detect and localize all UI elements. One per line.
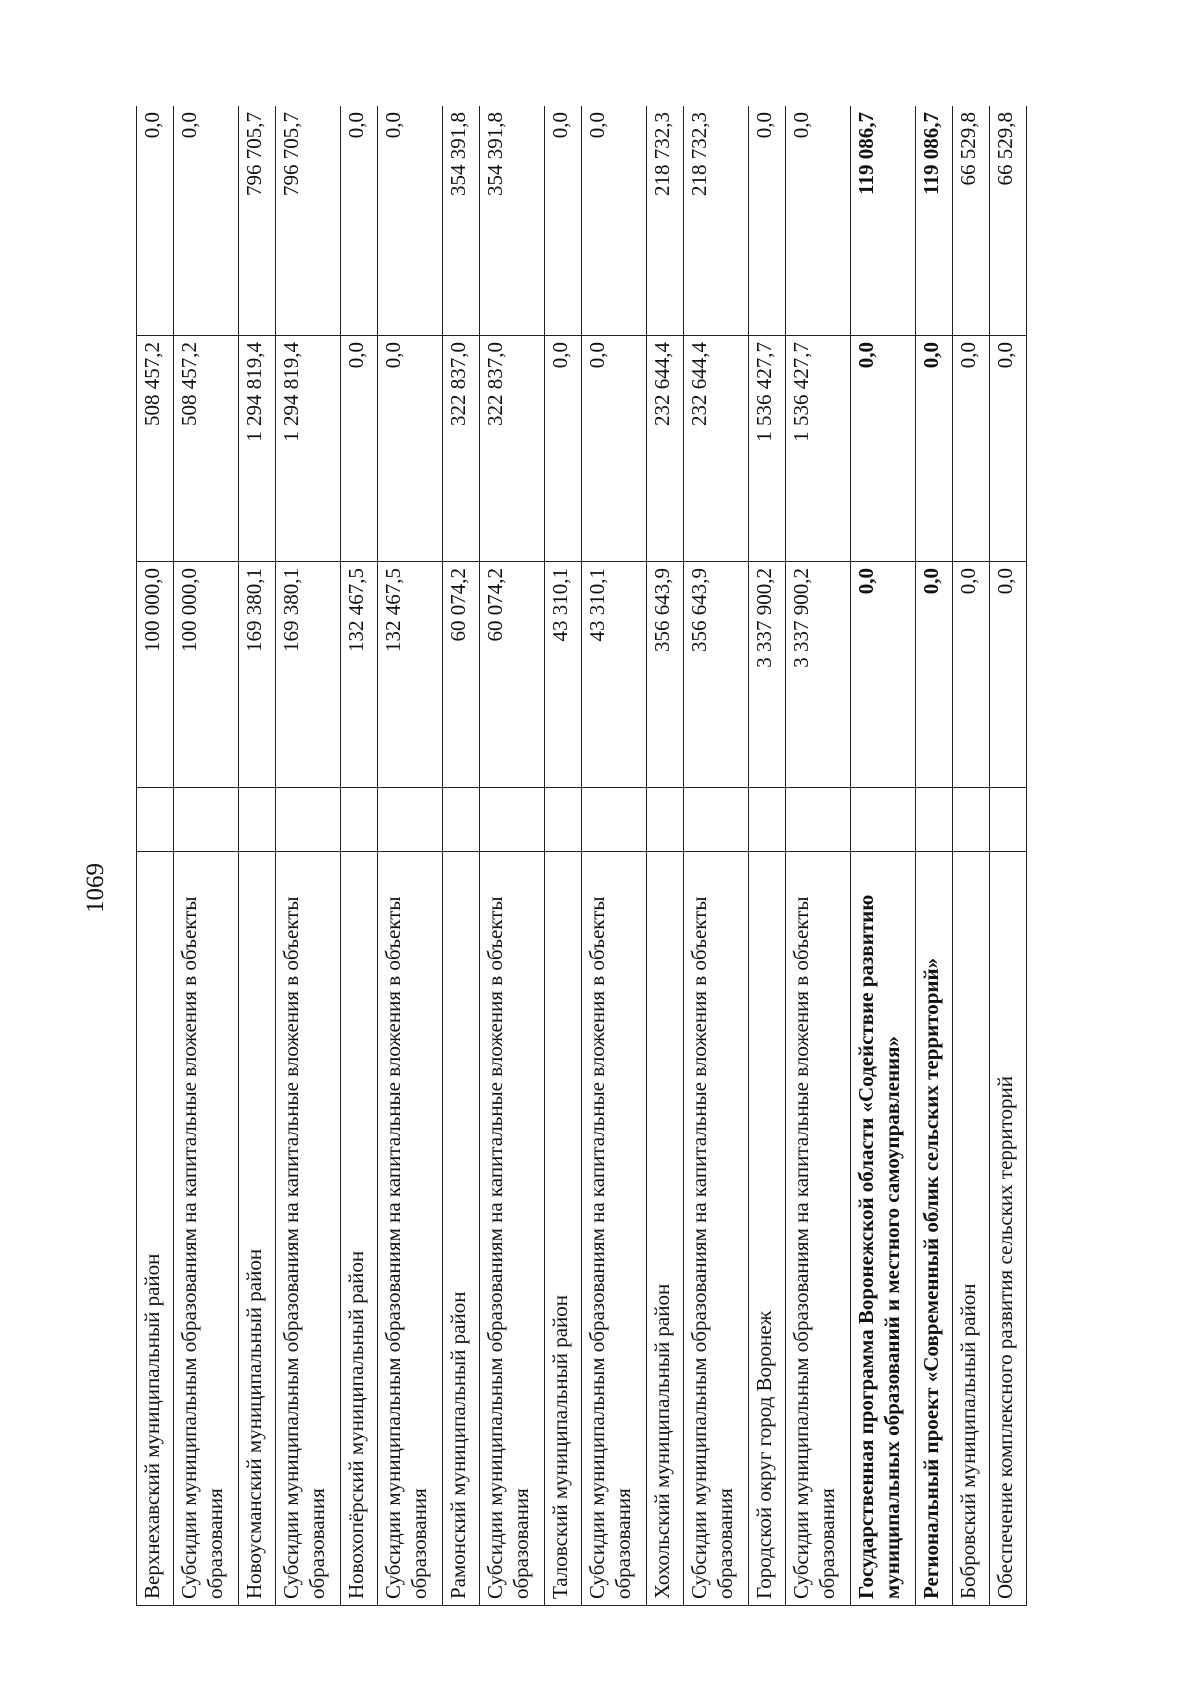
- row-name-cell: Субсидии муниципальным образованиям на капитальные вложения в объекты образования: [276, 852, 341, 1606]
- table-row: [480, 106, 545, 1606]
- row-value-1-cell: 0,0: [953, 562, 990, 788]
- row-name-cell: Субсидии муниципальным образованиям на капитальные вложения в объекты образования: [786, 852, 851, 1606]
- row-empty-cell: [378, 788, 443, 852]
- row-value-3-cell: 119 086,7: [916, 106, 953, 336]
- row-value-2-cell: 1 294 819,4: [239, 336, 276, 562]
- row-empty-cell: [276, 788, 341, 852]
- row-name-cell: Субсидии муниципальным образованиям на капитальные вложения в объекты образования: [174, 852, 239, 1606]
- row-name-cell: Таловский муниципальный район: [545, 852, 582, 1606]
- row-value-2-cell: 0,0: [378, 336, 443, 562]
- row-empty-cell: [545, 788, 582, 852]
- row-value-2-cell: 0,0: [916, 336, 953, 562]
- row-value-2-cell: 1 294 819,4: [276, 336, 341, 562]
- row-value-3-cell: 0,0: [545, 106, 582, 336]
- row-value-2-cell: 0,0: [851, 336, 916, 562]
- row-value-1-cell: 169 380,1: [276, 562, 341, 788]
- row-value-3-cell: 354 391,8: [443, 106, 480, 336]
- budget-table: [136, 106, 1027, 1606]
- row-value-2-cell: 1 536 427,7: [786, 336, 851, 562]
- row-value-3-cell: 0,0: [378, 106, 443, 336]
- row-value-2-cell: 0,0: [990, 336, 1027, 562]
- row-value-3-cell: 0,0: [582, 106, 647, 336]
- row-name-cell: Субсидии муниципальным образованиям на капитальные вложения в объекты образования: [684, 852, 749, 1606]
- row-value-3-cell: 119 086,7: [851, 106, 916, 336]
- row-name-cell: Хохольский муниципальный район: [647, 852, 684, 1606]
- table-row: [137, 106, 174, 1606]
- table-row: [684, 106, 749, 1606]
- row-name-cell: Новохопёрский муниципальный район: [341, 852, 378, 1606]
- table-row: [174, 106, 239, 1606]
- row-value-1-cell: 0,0: [990, 562, 1027, 788]
- row-empty-cell: [341, 788, 378, 852]
- row-value-2-cell: 1 536 427,7: [749, 336, 786, 562]
- row-value-3-cell: 0,0: [749, 106, 786, 336]
- row-value-1-cell: 43 310,1: [582, 562, 647, 788]
- row-value-3-cell: 218 732,3: [647, 106, 684, 336]
- table-row: [647, 106, 684, 1606]
- row-value-1-cell: 100 000,0: [137, 562, 174, 788]
- row-value-3-cell: 796 705,7: [239, 106, 276, 336]
- table-row: [582, 106, 647, 1606]
- row-value-1-cell: 356 643,9: [647, 562, 684, 788]
- table-row: [276, 106, 341, 1606]
- row-empty-cell: [239, 788, 276, 852]
- row-name-cell: Новоусманский муниципальный район: [239, 852, 276, 1606]
- row-value-3-cell: 0,0: [786, 106, 851, 336]
- row-value-1-cell: 356 643,9: [684, 562, 749, 788]
- row-value-3-cell: 218 732,3: [684, 106, 749, 336]
- row-empty-cell: [647, 788, 684, 852]
- row-name-cell: Бобровский муниципальный район: [953, 852, 990, 1606]
- row-empty-cell: [174, 788, 239, 852]
- row-name-cell: Субсидии муниципальным образованиям на капитальные вложения в объекты образования: [378, 852, 443, 1606]
- table-row: [239, 106, 276, 1606]
- table-row: [341, 106, 378, 1606]
- table-row: [953, 106, 990, 1606]
- row-name-cell: Верхнехавский муниципальный район: [137, 852, 174, 1606]
- row-value-2-cell: 508 457,2: [174, 336, 239, 562]
- row-value-1-cell: 3 337 900,2: [749, 562, 786, 788]
- row-name-cell: Обеспечение комплексного развития сельских территорий: [990, 852, 1027, 1606]
- row-name-cell: Городской округ город Воронеж: [749, 852, 786, 1606]
- row-empty-cell: [990, 788, 1027, 852]
- row-value-3-cell: 354 391,8: [480, 106, 545, 336]
- row-value-1-cell: 169 380,1: [239, 562, 276, 788]
- row-value-1-cell: 60 074,2: [480, 562, 545, 788]
- row-value-3-cell: 0,0: [174, 106, 239, 336]
- row-name-cell: Региональный проект «Современный облик сельских территорий»: [916, 852, 953, 1606]
- row-value-1-cell: 0,0: [851, 562, 916, 788]
- row-value-1-cell: 60 074,2: [443, 562, 480, 788]
- row-value-2-cell: 232 644,4: [684, 336, 749, 562]
- row-value-1-cell: 3 337 900,2: [786, 562, 851, 788]
- row-empty-cell: [443, 788, 480, 852]
- row-empty-cell: [480, 788, 545, 852]
- row-empty-cell: [749, 788, 786, 852]
- row-value-3-cell: 66 529,8: [990, 106, 1027, 336]
- rotated-table-frame: [136, 106, 1116, 1606]
- row-value-3-cell: 0,0: [341, 106, 378, 336]
- page-number: 1069: [82, 863, 109, 913]
- row-empty-cell: [684, 788, 749, 852]
- table-row: [990, 106, 1027, 1606]
- table-row: [749, 106, 786, 1606]
- row-value-3-cell: 796 705,7: [276, 106, 341, 336]
- row-value-2-cell: 232 644,4: [647, 336, 684, 562]
- row-value-2-cell: 0,0: [582, 336, 647, 562]
- row-value-1-cell: 132 467,5: [341, 562, 378, 788]
- row-value-3-cell: 0,0: [137, 106, 174, 336]
- table-row: [545, 106, 582, 1606]
- budget-table-body: [137, 106, 1027, 1606]
- row-name-cell: Субсидии муниципальным образованиям на капитальные вложения в объекты образования: [480, 852, 545, 1606]
- row-empty-cell: [916, 788, 953, 852]
- row-name-cell: Субсидии муниципальным образованиям на капитальные вложения в объекты образования: [582, 852, 647, 1606]
- row-value-2-cell: 0,0: [341, 336, 378, 562]
- row-empty-cell: [582, 788, 647, 852]
- row-value-1-cell: 43 310,1: [545, 562, 582, 788]
- row-name-cell: Рамонский муниципальный район: [443, 852, 480, 1606]
- row-value-2-cell: 508 457,2: [137, 336, 174, 562]
- row-empty-cell: [851, 788, 916, 852]
- row-value-1-cell: 132 467,5: [378, 562, 443, 788]
- row-value-2-cell: 322 837,0: [480, 336, 545, 562]
- table-row: [786, 106, 851, 1606]
- row-value-2-cell: 322 837,0: [443, 336, 480, 562]
- row-value-1-cell: 100 000,0: [174, 562, 239, 788]
- row-empty-cell: [137, 788, 174, 852]
- row-name-cell: Государственная программа Воронежской области «Содействие развитию муниципальных образований и местного самоуправления»: [851, 852, 916, 1606]
- row-empty-cell: [786, 788, 851, 852]
- row-value-2-cell: 0,0: [545, 336, 582, 562]
- table-row: [916, 106, 953, 1606]
- row-empty-cell: [953, 788, 990, 852]
- row-value-1-cell: 0,0: [916, 562, 953, 788]
- row-value-3-cell: 66 529,8: [953, 106, 990, 336]
- table-row: [443, 106, 480, 1606]
- table-row: [378, 106, 443, 1606]
- table-row: [851, 106, 916, 1606]
- row-value-2-cell: 0,0: [953, 336, 990, 562]
- table-container: [136, 106, 1116, 1606]
